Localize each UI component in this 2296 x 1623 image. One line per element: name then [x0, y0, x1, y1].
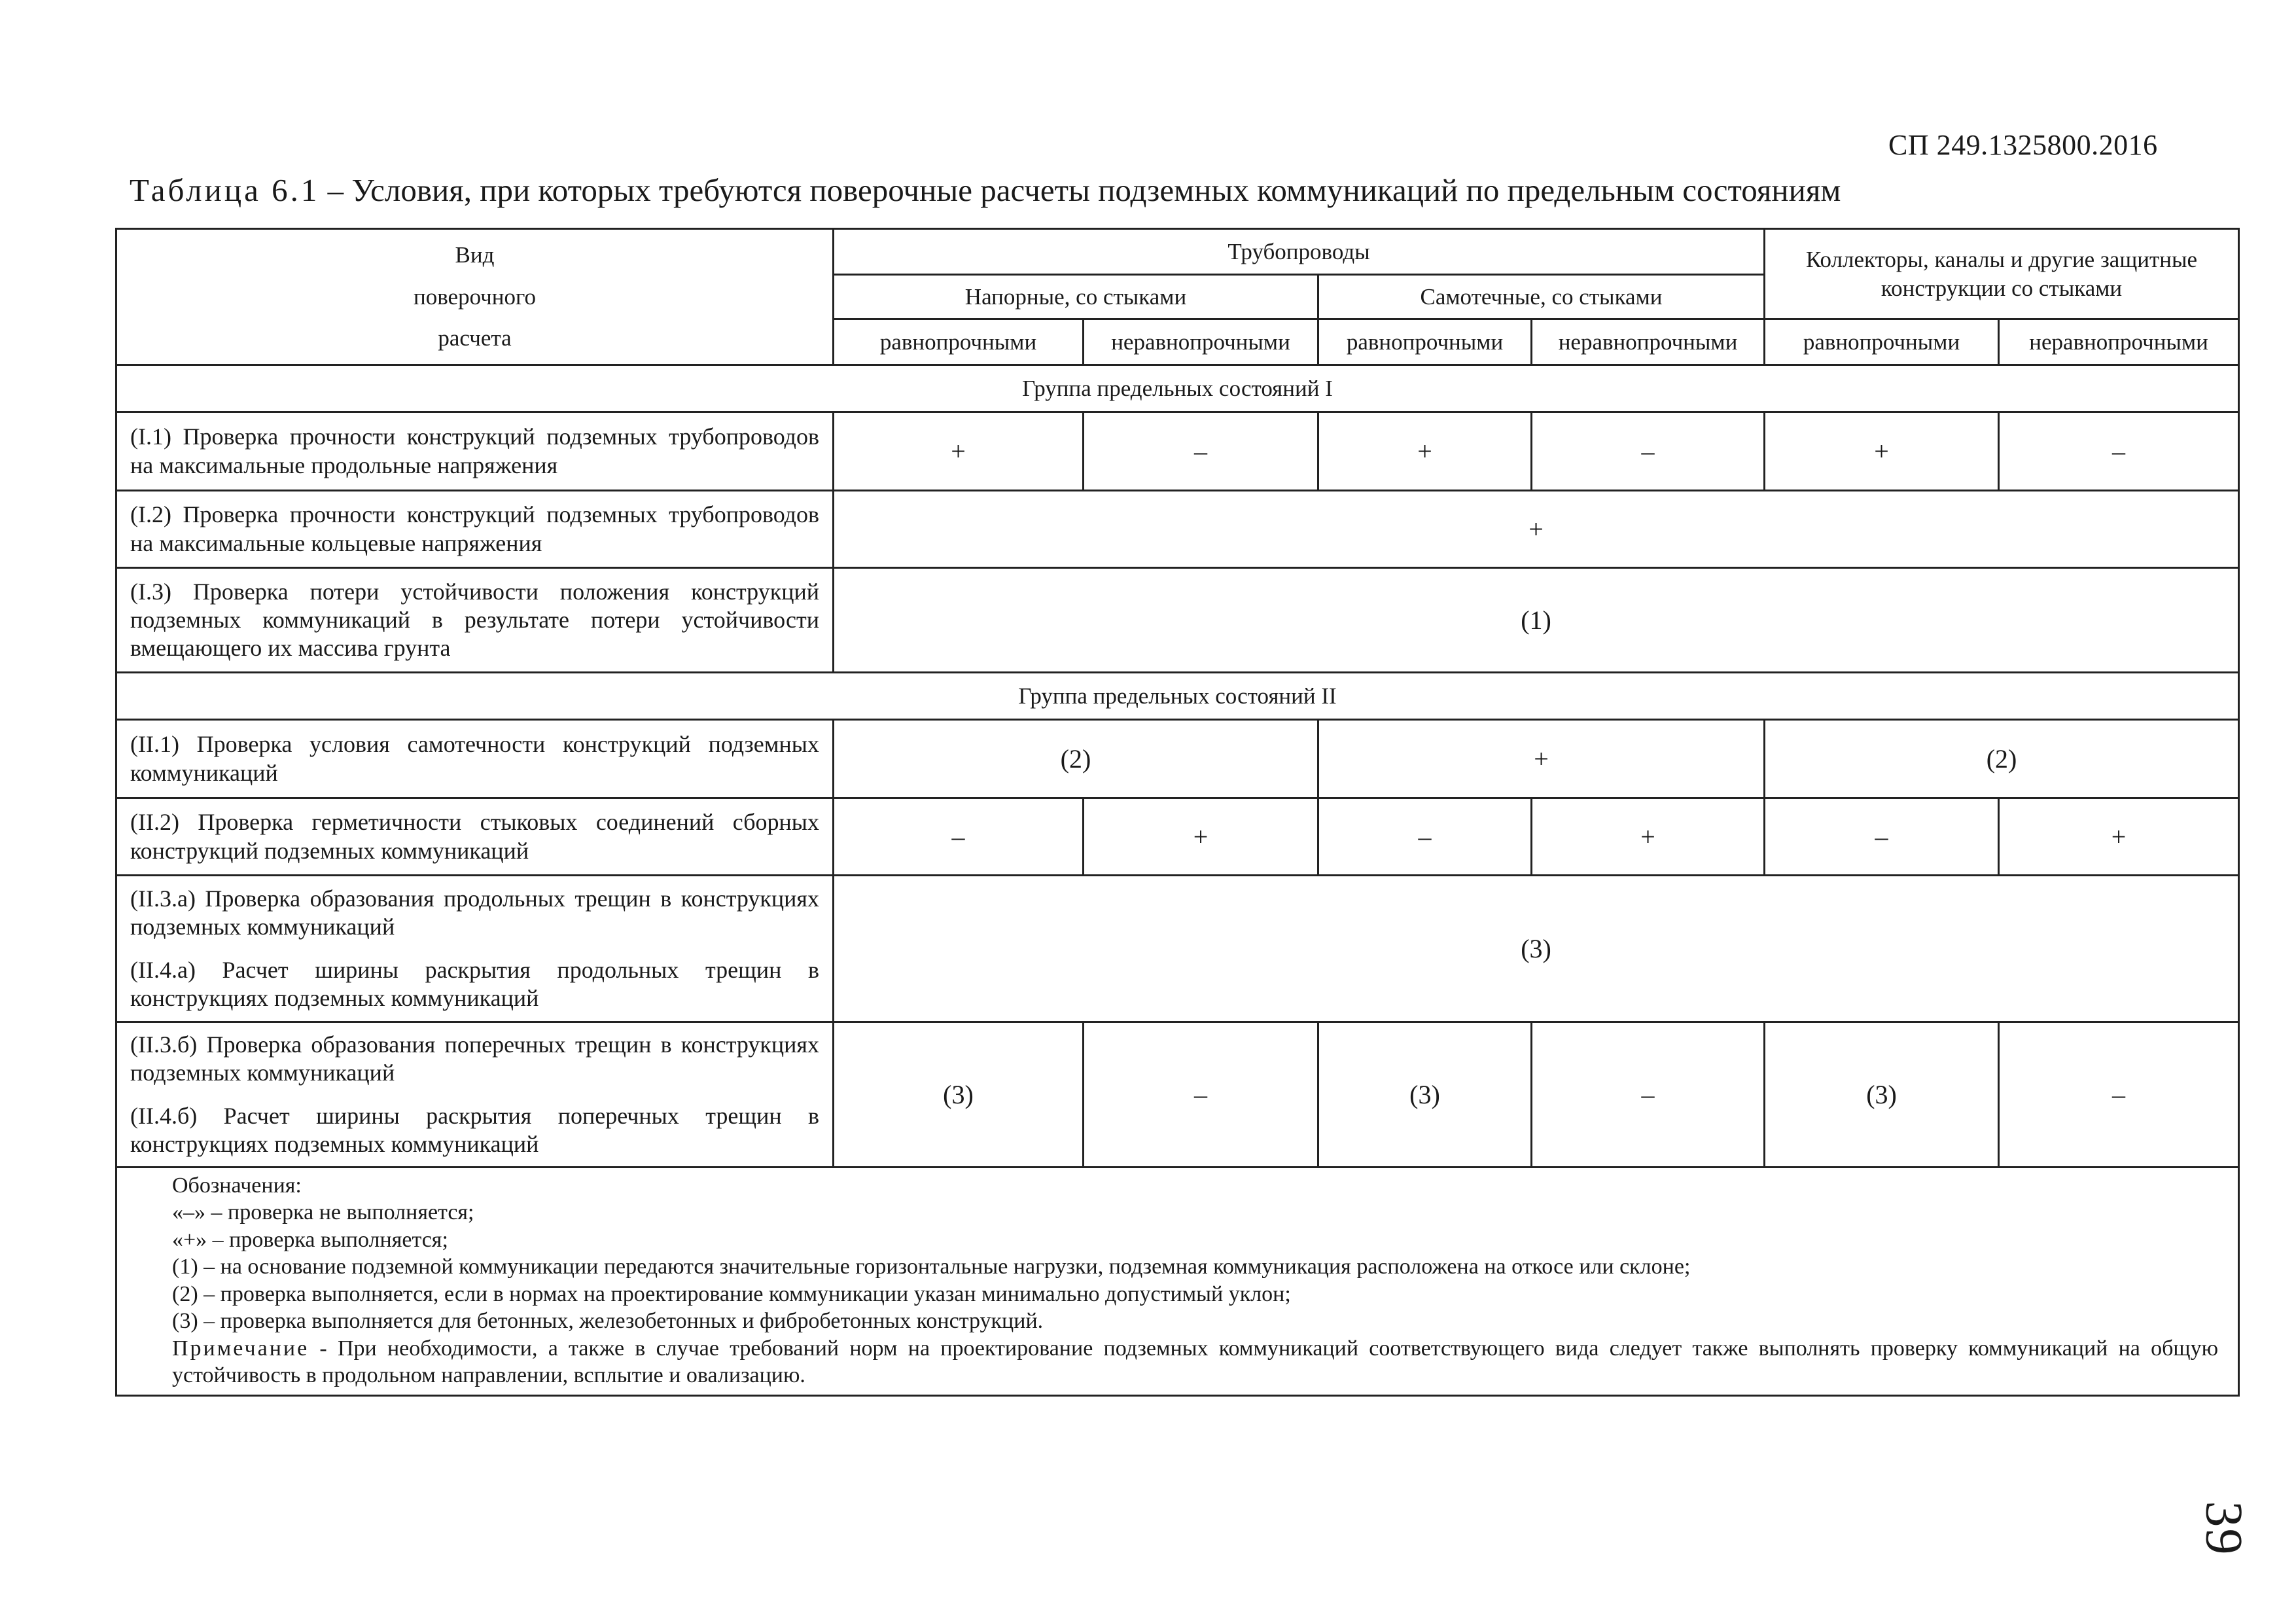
calc-type-header	[116, 229, 834, 365]
table-row	[116, 412, 2239, 491]
table-row	[116, 720, 2239, 798]
notes-line: (2) – проверка выполняется, если в нормах на проектирование коммуникации указан минимально допустимый уклон;	[172, 1281, 1291, 1306]
check-mark-cell: (3)	[834, 1022, 1084, 1168]
subheader-cell: неравнопрочными	[1999, 319, 2239, 365]
check-mark-cell: +	[1318, 720, 1765, 798]
calc-type-line-3: расчета	[438, 325, 512, 351]
check-mark-cell: –	[834, 798, 1084, 876]
row-description-part: (II.3.б) Проверка образования поперечных трещин в конструкциях подземных коммуникаций	[130, 1031, 819, 1086]
group-2-title: Группа предельных состояний II	[116, 673, 2239, 720]
row-description	[116, 876, 834, 1022]
check-mark-cell: –	[1999, 1022, 2239, 1168]
note-label: Примечание	[172, 1336, 309, 1361]
row-description: (I.1) Проверка прочности конструкций подземных трубопроводов на максимальные продольные напряжения	[116, 412, 834, 491]
notes-title: Обозначения:	[172, 1173, 302, 1198]
notes-line: «+» – проверка выполняется;	[172, 1227, 448, 1252]
notes-line: (1) – на основание подземной коммуникации передаются значительные горизонтальные нагрузки, подземная коммуникация расположена на откосе или склоне;	[172, 1255, 1691, 1279]
document-code: СП 249.1325800.2016	[1888, 129, 2158, 161]
subheader-cell: равнопрочными	[1765, 319, 1999, 365]
row-description: (II.2) Проверка герметичности стыковых соединений сборных конструкций подземных коммуникаций	[116, 798, 834, 876]
check-mark-cell: –	[1084, 1022, 1318, 1168]
check-mark-cell: +	[1999, 798, 2239, 876]
check-mark-cell: (3)	[1318, 1022, 1532, 1168]
collectors-header: Коллекторы, каналы и другие защитные конструкции со стыками	[1765, 229, 2239, 319]
check-mark-cell: –	[1084, 412, 1318, 491]
pipelines-header: Трубопроводы	[834, 229, 1765, 275]
check-mark-cell: +	[1318, 412, 1532, 491]
check-mark-cell: (2)	[834, 720, 1318, 798]
notes-cell	[116, 1168, 2239, 1396]
subheader-cell: равнопрочными	[834, 319, 1084, 365]
pressure-pipes-header: Напорные, со стыками	[834, 275, 1318, 319]
note-text: - При необходимости, а также в случае требований норм на проектирование подземных коммуникаций соответствующего вида следует также выполнять проверку коммуникаций на общую устойчивость в продольном направлении, всплытие и овализацию.	[172, 1336, 2219, 1388]
table-row	[116, 876, 2239, 1022]
table-row	[116, 568, 2239, 673]
row-description-part: (II.4.а) Расчет ширины раскрытия продольных трещин в конструкциях подземных коммуникаций	[130, 956, 819, 1011]
check-mark-cell: +	[834, 491, 2239, 568]
caption-text: – Условия, при которых требуются поверочные расчеты подземных коммуникаций по предельным состояниям	[319, 172, 1841, 208]
subheader-cell: неравнопрочными	[1532, 319, 1765, 365]
notes-line: «–» – проверка не выполняется;	[172, 1200, 474, 1225]
row-description-part: (II.4.б) Расчет ширины раскрытия поперечных трещин в конструкциях подземных коммуникаций	[130, 1102, 819, 1157]
group-row	[116, 673, 2239, 720]
check-mark-cell: +	[834, 412, 1084, 491]
table-row	[116, 491, 2239, 568]
check-mark-cell: (2)	[1765, 720, 2239, 798]
group-1-title: Группа предельных состояний I	[116, 365, 2239, 412]
check-mark-cell: +	[1765, 412, 1999, 491]
check-mark-cell: (3)	[834, 876, 2239, 1022]
notes-row	[116, 1168, 2239, 1396]
check-mark-cell: –	[1318, 798, 1532, 876]
row-description: (I.2) Проверка прочности конструкций подземных трубопроводов на максимальные кольцевые напряжения	[116, 491, 834, 568]
check-mark-cell: (3)	[1765, 1022, 1999, 1168]
subheader-cell: неравнопрочными	[1084, 319, 1318, 365]
check-mark-cell: –	[1765, 798, 1999, 876]
header-row-1	[116, 229, 2239, 275]
check-mark-cell: –	[1999, 412, 2239, 491]
table-row	[116, 1022, 2239, 1168]
check-mark-cell: –	[1532, 412, 1765, 491]
caption-label: Таблица 6.1	[130, 172, 320, 208]
group-row	[116, 365, 2239, 412]
calc-type-line-2: поверочного	[414, 283, 536, 310]
note-paragraph	[117, 1335, 2218, 1389]
gravity-pipes-header: Самотечные, со стыками	[1318, 275, 1765, 319]
row-description	[116, 1022, 834, 1168]
table-caption	[130, 171, 1841, 209]
check-mark-cell: (1)	[834, 568, 2239, 673]
check-mark-cell: –	[1532, 1022, 1765, 1168]
conditions-table	[115, 228, 2240, 1397]
row-description: (I.3) Проверка потери устойчивости положения конструкций подземных коммуникаций в результате потери устойчивости вмещающего их массива грунта	[116, 568, 834, 673]
subheader-cell: равнопрочными	[1318, 319, 1532, 365]
calc-type-line-1: Вид	[455, 241, 495, 268]
check-mark-cell: +	[1084, 798, 1318, 876]
row-description-part: (II.3.а) Проверка образования продольных трещин в конструкциях подземных коммуникаций	[130, 885, 819, 940]
page-number: 39	[2195, 1501, 2253, 1556]
table-row	[116, 798, 2239, 876]
notes-line: (3) – проверка выполняется для бетонных, железобетонных и фибробетонных конструкций.	[172, 1309, 1044, 1334]
row-description: (II.1) Проверка условия самотечности конструкций подземных коммуникаций	[116, 720, 834, 798]
check-mark-cell: +	[1532, 798, 1765, 876]
